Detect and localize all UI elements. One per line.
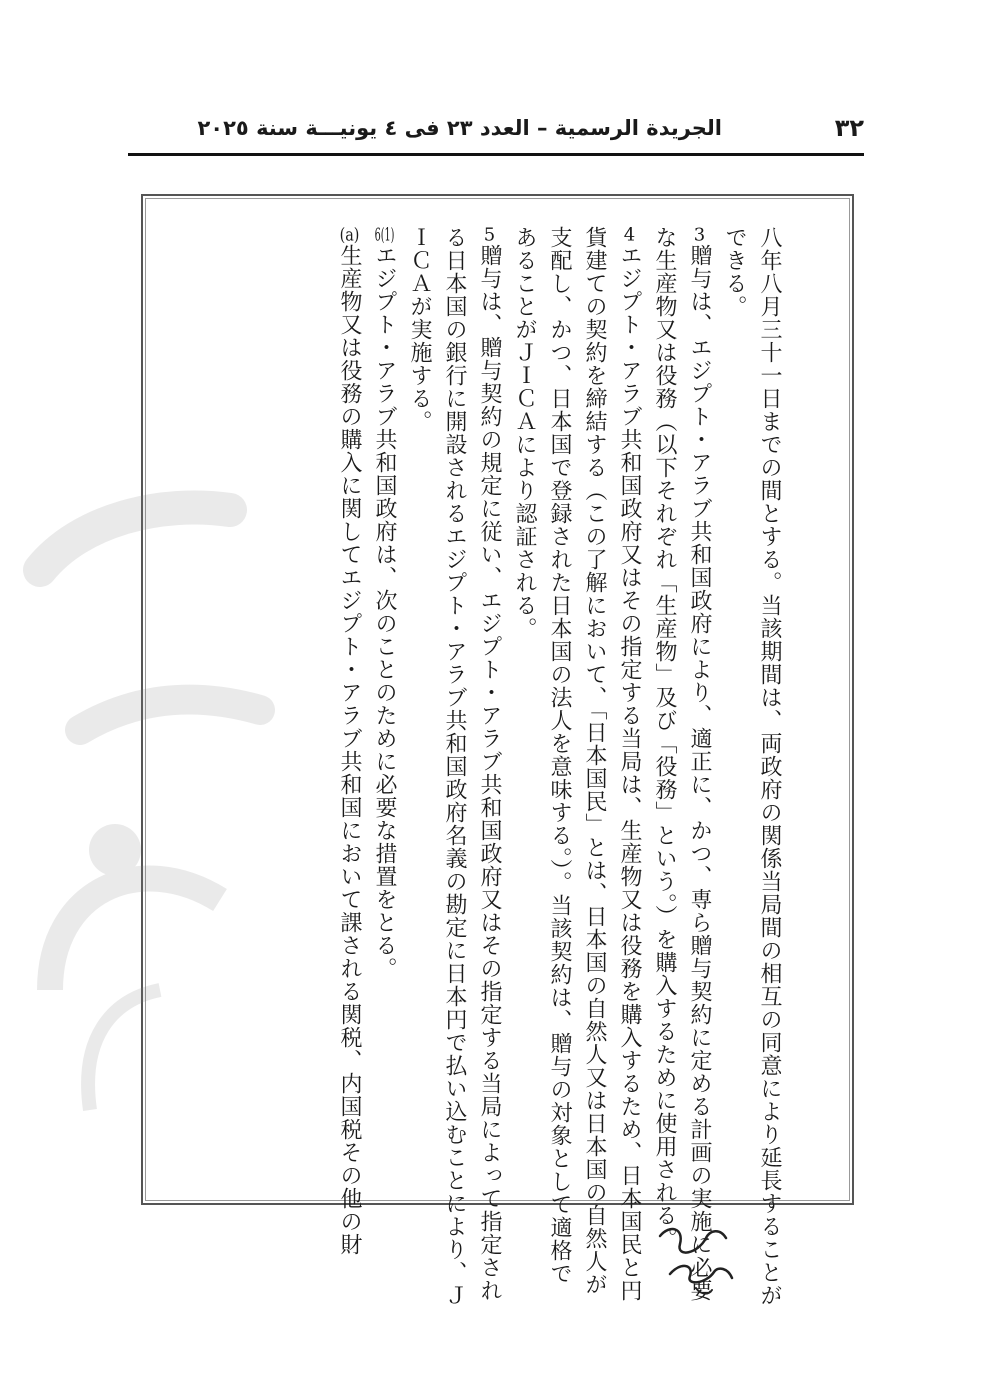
gazette-title: الجريدة الرسمية – العدد ٢٣ فى ٤ يونيـــة سنة ٢٠٢٥	[197, 116, 722, 140]
paragraph-4: 4エジプト・アラブ共和国政府又はその指定する当局は、生産物又は役務を購入するため、日本国民と円	[617, 226, 642, 1302]
page-number: ٣٢	[834, 114, 864, 142]
paragraph-3: 3贈与は、エジプト・アラブ共和国政府により、適正に、かつ、専ら贈与契約に定める計画の実施に必要	[687, 226, 712, 1302]
paragraph-number: 6(1)	[374, 226, 395, 244]
text-line: ＩＣＡが実施する。	[407, 226, 432, 433]
agreement-text	[332, 226, 787, 1307]
text-line: 支配し、かつ、日本国で登録された日本国の法人を意味する。）。当該契約は、贈与の対象として適格で	[547, 226, 572, 1285]
subparagraph-a: (a)生産物又は役務の購入に関してエジプト・アラブ共和国において課される関税、内国税その他の財	[337, 226, 362, 1256]
text-line: る日本国の銀行に開設されるエジプト・アラブ共和国政府名義の勘定に日本円で払い込むことにより、Ｊ	[442, 226, 467, 1307]
paragraph-6-1: 6(1)エジプト・アラブ共和国政府は、次のことのために必要な措置をとる。	[372, 226, 397, 980]
paragraph-5: 5贈与は、贈与契約の規定に従い、エジプト・アラブ共和国政府又はその指定する当局によって指定され	[477, 226, 502, 1302]
header-divider	[128, 153, 864, 156]
paragraph-number: 4	[623, 226, 636, 244]
text-line: 貨建ての契約を締結する（この了解において、「日本国民」とは、日本国の自然人又は日本国の自然人が	[582, 226, 607, 1296]
text-line: な生産物又は役務（以下それぞれ「生産物」及び「役務」という。）を購入するために使用される。	[652, 226, 677, 1250]
subparagraph-marker: (a)	[339, 226, 360, 244]
text-line: できる。	[722, 226, 747, 318]
text-line: あることがＪＩＣＡにより認証される。	[512, 226, 537, 640]
paragraph-number: 3	[693, 226, 706, 244]
paragraph-number: 5	[483, 226, 496, 244]
watermark-emblem-icon	[20, 430, 320, 1130]
handwritten-initials	[640, 1214, 750, 1304]
text-line: 八年八月三十一日までの間とする。当該期間は、両政府の関係当局間の相互の同意により延長することが	[757, 226, 782, 1307]
page-header	[128, 108, 864, 152]
